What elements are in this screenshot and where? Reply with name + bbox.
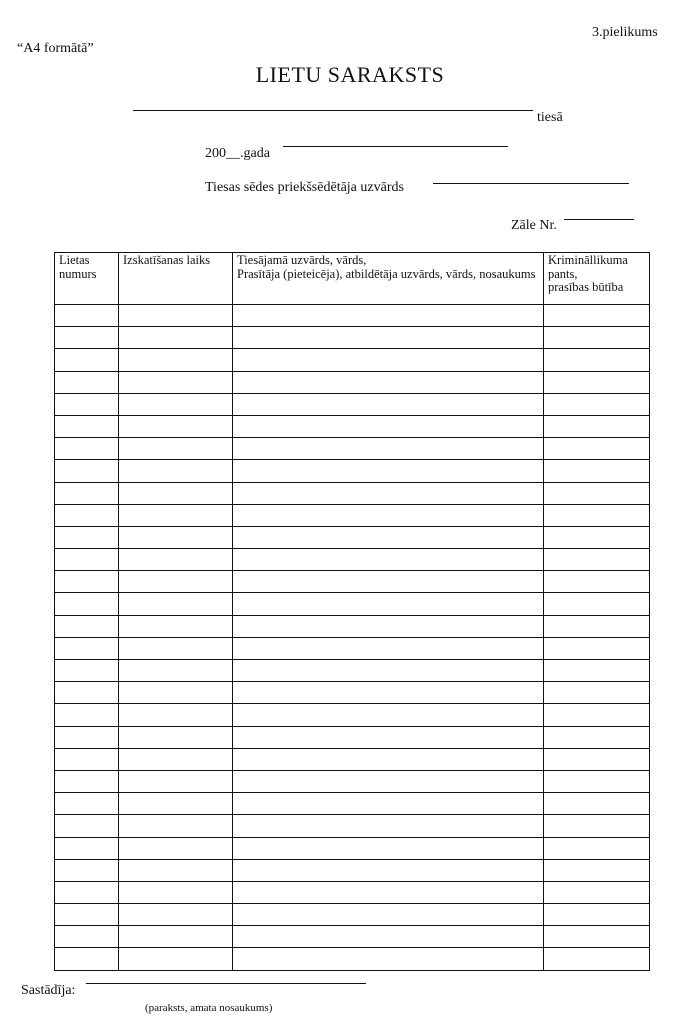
- parties-cell[interactable]: [233, 815, 544, 837]
- table-row: [55, 660, 650, 682]
- case-number-cell[interactable]: [55, 549, 119, 571]
- table-row: [55, 371, 650, 393]
- hearing-time-cell[interactable]: [119, 571, 233, 593]
- table-row: [55, 748, 650, 770]
- parties-cell[interactable]: [233, 704, 544, 726]
- article-cell[interactable]: [544, 704, 650, 726]
- table-row: [55, 682, 650, 704]
- article-cell[interactable]: [544, 881, 650, 903]
- table-row: [55, 770, 650, 792]
- date-line[interactable]: [283, 146, 508, 147]
- parties-cell[interactable]: [233, 460, 544, 482]
- table-row: [55, 637, 650, 659]
- date-label: 200__.gada: [205, 146, 270, 161]
- parties-cell[interactable]: [233, 726, 544, 748]
- parties-cell[interactable]: [233, 637, 544, 659]
- document-title: LIETU SARAKSTS: [255, 62, 445, 87]
- parties-cell[interactable]: [233, 327, 544, 349]
- hearing-time-cell[interactable]: [119, 504, 233, 526]
- case-number-cell[interactable]: [55, 327, 119, 349]
- parties-cell[interactable]: [233, 837, 544, 859]
- hearing-time-cell[interactable]: [119, 904, 233, 926]
- case-number-cell[interactable]: [55, 637, 119, 659]
- case-number-cell[interactable]: [55, 526, 119, 548]
- parties-cell[interactable]: [233, 660, 544, 682]
- hearing-time-cell[interactable]: [119, 438, 233, 460]
- article-cell[interactable]: [544, 415, 650, 437]
- hearing-time-cell[interactable]: [119, 349, 233, 371]
- parties-cell[interactable]: [233, 526, 544, 548]
- case-number-cell[interactable]: [55, 349, 119, 371]
- table-row: [55, 615, 650, 637]
- hearing-time-cell[interactable]: [119, 371, 233, 393]
- hearing-time-cell[interactable]: [119, 926, 233, 948]
- annex-number: 3.pielikums: [592, 25, 658, 40]
- case-number-cell[interactable]: [55, 593, 119, 615]
- case-number-cell[interactable]: [55, 704, 119, 726]
- parties-cell[interactable]: [233, 748, 544, 770]
- case-number-cell[interactable]: [55, 770, 119, 792]
- case-list-table: [54, 252, 650, 971]
- case-number-cell[interactable]: [55, 438, 119, 460]
- format-note: “A4 formātā”: [17, 41, 94, 56]
- parties-cell[interactable]: [233, 438, 544, 460]
- signature-line[interactable]: [86, 983, 366, 984]
- table-row: [55, 926, 650, 948]
- court-name-line[interactable]: [133, 110, 533, 111]
- hearing-time-cell[interactable]: [119, 815, 233, 837]
- table-row: [55, 504, 650, 526]
- hearing-time-cell[interactable]: [119, 881, 233, 903]
- parties-cell[interactable]: [233, 415, 544, 437]
- table-row: [55, 948, 650, 970]
- compiled-by-label: Sastādīja:: [21, 983, 76, 998]
- parties-cell[interactable]: [233, 926, 544, 948]
- parties-cell[interactable]: [233, 349, 544, 371]
- table-row: [55, 393, 650, 415]
- article-cell[interactable]: [544, 593, 650, 615]
- table-row: [55, 438, 650, 460]
- case-number-cell[interactable]: [55, 415, 119, 437]
- table-row: [55, 526, 650, 548]
- case-number-cell[interactable]: [55, 926, 119, 948]
- hall-label: Zāle Nr.: [511, 218, 557, 233]
- article-cell[interactable]: [544, 327, 650, 349]
- parties-cell[interactable]: [233, 859, 544, 881]
- case-number-cell[interactable]: [55, 748, 119, 770]
- article-cell[interactable]: [544, 637, 650, 659]
- hearing-time-cell[interactable]: [119, 549, 233, 571]
- table-row: [55, 793, 650, 815]
- article-cell[interactable]: [544, 460, 650, 482]
- article-cell[interactable]: [544, 926, 650, 948]
- table-row: [55, 305, 650, 327]
- hearing-time-cell[interactable]: [119, 482, 233, 504]
- case-number-cell[interactable]: [55, 660, 119, 682]
- parties-cell[interactable]: [233, 371, 544, 393]
- article-cell[interactable]: [544, 770, 650, 792]
- header-hearing-time: Izskatīšanas laiks: [119, 253, 233, 305]
- chair-label: Tiesas sēdes priekšsēdētāja uzvārds: [205, 180, 404, 195]
- parties-cell[interactable]: [233, 393, 544, 415]
- case-number-cell[interactable]: [55, 726, 119, 748]
- hearing-time-cell[interactable]: [119, 682, 233, 704]
- parties-cell[interactable]: [233, 593, 544, 615]
- table-row: [55, 593, 650, 615]
- parties-cell[interactable]: [233, 305, 544, 327]
- article-cell[interactable]: [544, 726, 650, 748]
- case-number-cell[interactable]: [55, 881, 119, 903]
- parties-cell[interactable]: [233, 549, 544, 571]
- article-cell[interactable]: [544, 482, 650, 504]
- case-number-cell[interactable]: [55, 904, 119, 926]
- case-number-cell[interactable]: [55, 393, 119, 415]
- article-cell[interactable]: [544, 837, 650, 859]
- article-cell[interactable]: [544, 305, 650, 327]
- article-cell[interactable]: [544, 371, 650, 393]
- hearing-time-cell[interactable]: [119, 526, 233, 548]
- hearing-time-cell[interactable]: [119, 593, 233, 615]
- case-number-cell[interactable]: [55, 948, 119, 970]
- case-number-cell[interactable]: [55, 815, 119, 837]
- table-row: [55, 859, 650, 881]
- table-row: [55, 815, 650, 837]
- article-cell[interactable]: [544, 660, 650, 682]
- case-number-cell[interactable]: [55, 859, 119, 881]
- table-row: [55, 837, 650, 859]
- table-row: [55, 904, 650, 926]
- parties-cell[interactable]: [233, 904, 544, 926]
- article-cell[interactable]: [544, 393, 650, 415]
- table-row: [55, 349, 650, 371]
- parties-cell[interactable]: [233, 504, 544, 526]
- article-cell[interactable]: [544, 815, 650, 837]
- table-row: [55, 726, 650, 748]
- article-cell[interactable]: [544, 571, 650, 593]
- case-number-cell[interactable]: [55, 504, 119, 526]
- table-row: [55, 482, 650, 504]
- article-cell[interactable]: [544, 859, 650, 881]
- article-cell[interactable]: [544, 438, 650, 460]
- article-cell[interactable]: [544, 549, 650, 571]
- parties-cell[interactable]: [233, 948, 544, 970]
- hall-number-line[interactable]: [564, 219, 634, 220]
- hearing-time-cell[interactable]: [119, 415, 233, 437]
- case-number-cell[interactable]: [55, 615, 119, 637]
- article-cell[interactable]: [544, 682, 650, 704]
- hearing-time-cell[interactable]: [119, 859, 233, 881]
- header-case-number: Lietas numurs: [55, 253, 119, 305]
- table-row: [55, 327, 650, 349]
- signature-note: (paraksts, amata nosaukums): [145, 1002, 273, 1014]
- chair-name-line[interactable]: [433, 183, 629, 184]
- parties-cell[interactable]: [233, 682, 544, 704]
- table-header-row: [55, 253, 650, 305]
- parties-cell[interactable]: [233, 482, 544, 504]
- article-cell[interactable]: [544, 904, 650, 926]
- hearing-time-cell[interactable]: [119, 748, 233, 770]
- table-row: [55, 571, 650, 593]
- hearing-time-cell[interactable]: [119, 327, 233, 349]
- table-row: [55, 881, 650, 903]
- parties-cell[interactable]: [233, 571, 544, 593]
- case-number-cell[interactable]: [55, 305, 119, 327]
- hearing-time-cell[interactable]: [119, 305, 233, 327]
- hearing-time-cell[interactable]: [119, 837, 233, 859]
- table-row: [55, 460, 650, 482]
- case-number-cell[interactable]: [55, 571, 119, 593]
- hearing-time-cell[interactable]: [119, 726, 233, 748]
- parties-cell[interactable]: [233, 881, 544, 903]
- case-number-cell[interactable]: [55, 793, 119, 815]
- hearing-time-cell[interactable]: [119, 637, 233, 659]
- article-cell[interactable]: [544, 948, 650, 970]
- hearing-time-cell[interactable]: [119, 660, 233, 682]
- hearing-time-cell[interactable]: [119, 948, 233, 970]
- article-cell[interactable]: [544, 615, 650, 637]
- case-number-cell[interactable]: [55, 460, 119, 482]
- hearing-time-cell[interactable]: [119, 770, 233, 792]
- case-number-cell[interactable]: [55, 371, 119, 393]
- article-cell[interactable]: [544, 793, 650, 815]
- header-article: Krimināllikuma pants, prasības būtība: [544, 253, 650, 305]
- hearing-time-cell[interactable]: [119, 460, 233, 482]
- parties-cell[interactable]: [233, 770, 544, 792]
- article-cell[interactable]: [544, 748, 650, 770]
- article-cell[interactable]: [544, 349, 650, 371]
- header-parties: Tiesājamā uzvārds, vārds, Prasītāja (pieteicēja), atbildētāja uzvārds, vārds, nosaukums: [233, 253, 544, 305]
- parties-cell[interactable]: [233, 793, 544, 815]
- parties-cell[interactable]: [233, 615, 544, 637]
- case-number-cell[interactable]: [55, 837, 119, 859]
- hearing-time-cell[interactable]: [119, 704, 233, 726]
- hearing-time-cell[interactable]: [119, 793, 233, 815]
- table-row: [55, 415, 650, 437]
- case-number-cell[interactable]: [55, 482, 119, 504]
- table-row: [55, 549, 650, 571]
- hearing-time-cell[interactable]: [119, 393, 233, 415]
- table-row: [55, 704, 650, 726]
- article-cell[interactable]: [544, 504, 650, 526]
- article-cell[interactable]: [544, 526, 650, 548]
- case-number-cell[interactable]: [55, 682, 119, 704]
- hearing-time-cell[interactable]: [119, 615, 233, 637]
- court-suffix-label: tiesā: [537, 110, 563, 125]
